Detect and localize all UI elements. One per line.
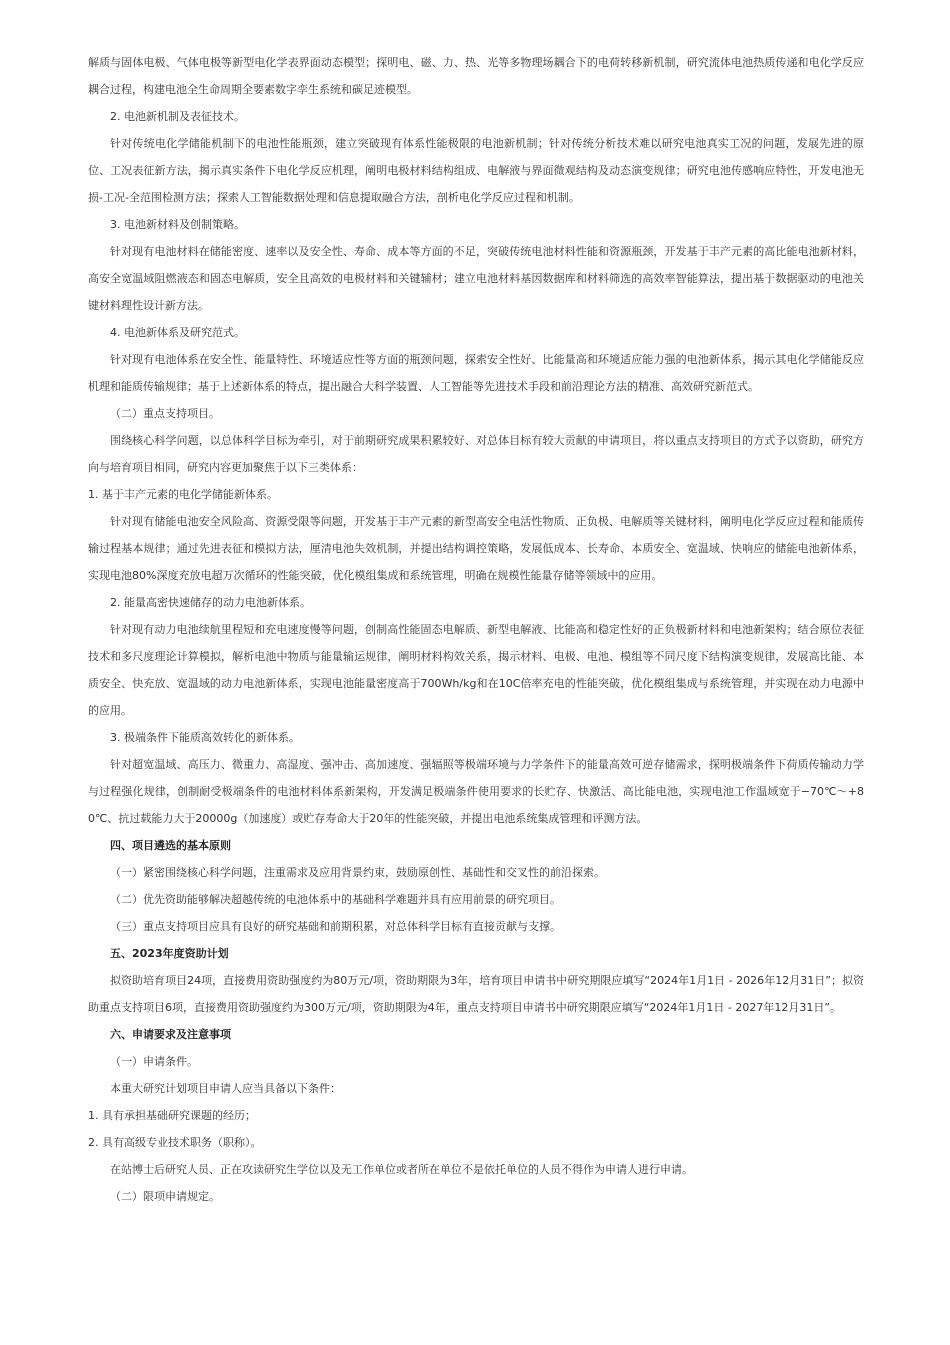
paragraph-22: （一）申请条件。: [110, 1055, 198, 1068]
paragraph-18: （三）重点支持项目应具有良好的研究基础和前期积累，对总体科学目标有直接贡献与支撑。: [110, 920, 561, 933]
section-heading-5: 五、2023年度资助计划: [110, 947, 229, 960]
paragraph-10: 针对现有储能电池安全风险高、资源受限等问题，开发基于丰产元素的新型高安全电活性物质、正负极、电解质等关键材料，阐明电化学反应过程和能质传输过程基本规律；通过先进表征和模拟方法，厘清电池失效机制，并提出结构调控策略，发展低成本、长寿命、本质安全、宽温域、快响应的储能电池新体系，实现电池80%深度充放电超万次循环的性能突破，优化模组集成和系统管理，明确在规模性能量存储等领域中的应用。: [88, 515, 864, 582]
paragraph-25: 2. 具有高级专业技术职务（职称）。: [88, 1136, 262, 1149]
paragraph-12: 针对现有动力电池续航里程短和充电速度慢等问题，创制高性能固态电解质、新型电解液、比能高和稳定性好的正负极新材料和电池新架构；结合原位表征技术和多尺度理论计算模拟，解析电池中物质与能量输运规律，阐明材料构效关系，揭示材料、电极、电池、模组等不同尺度下结构演变规律，发展高比能、本质安全、快充放、宽温域的动力电池新体系，实现电池能量密度高于700Wh/kg和在10C倍率充电的性能突破，优化模组集成与系统管理，并实现在动力电源中的应用。: [88, 623, 864, 717]
paragraph-24: 1. 具有承担基础研究课题的经历；: [88, 1109, 256, 1122]
paragraph-14: 针对超宽温域、高压力、微重力、高湿度、强冲击、高加速度、强辐照等极端环境与力学条件下的能量高效可逆存储需求，探明极端条件下荷质传输动力学与过程强化规律，创制耐受极端条件的电池材料体系新架构，开发满足极端条件使用要求的长贮存、快激活、高比能电池，实现电池工作温域宽于−70℃～+80℃、抗过载能力大于20000g（加速度）或贮存寿命大于20年的性能突破，并提出电池系统集成管理和评测方法。: [88, 758, 864, 825]
paragraph-5: 4. 电池新体系及研究范式。: [110, 326, 245, 339]
paragraph-13: 3. 极端条件下能质高效转化的新体系。: [110, 731, 300, 744]
paragraph-20: 拟资助培育项目24项，直接费用资助强度约为80万元/项，资助期限为3年，培育项目申请书中研究期限应填写“2024年1月1日 - 2026年12月31日”；拟资助重点支持项目6项，直接费用资助强度约为300万元/项，资助期限为4年，重点支持项目申请书中研究期限应填写“2024年1月1日 - 2027年12月31日”。: [88, 974, 864, 1014]
paragraph-23: 本重大研究计划项目申请人应当具备以下条件：: [110, 1082, 341, 1095]
paragraph-6: 针对现有电池体系在安全性、能量特性、环境适应性等方面的瓶颈问题，探索安全性好、比能量高和环境适应能力强的电池新体系，揭示其电化学储能反应机理和能质传输规律；基于上述新体系的特点，提出融合大科学装置、人工智能等先进技术手段和前沿理论方法的精准、高效研究新范式。: [88, 353, 864, 393]
paragraph-7: （二）重点支持项目。: [110, 407, 220, 420]
paragraph-8: 围绕核心科学问题，以总体科学目标为牵引，对于前期研究成果积累较好、对总体目标有较大贡献的申请项目，将以重点支持项目的方式予以资助，研究方向与培育项目相同，研究内容更加聚焦于以下三类体系：: [88, 434, 864, 474]
paragraph-9: 1. 基于丰产元素的电化学储能新体系。: [88, 488, 278, 501]
paragraph-17: （二）优先资助能够解决超越传统的电池体系中的基础科学难题并具有应用前景的研究项目。: [110, 893, 561, 906]
section-heading-4: 四、项目遴选的基本原则: [110, 839, 231, 852]
paragraph-11: 2. 能量高密快速储存的动力电池新体系。: [110, 596, 311, 609]
paragraph-0: 解质与固体电极、气体电极等新型电化学表界面动态模型；探明电、磁、力、热、光等多物理场耦合下的电荷转移新机制，研究流体电池热质传递和电化学反应耦合过程，构建电池全生命周期全要素数字孪生系统和碳足迹模型。: [88, 56, 864, 96]
paragraph-2: 针对传统电化学储能机制下的电池性能瓶颈，建立突破现有体系性能极限的电池新机制；针对传统分析技术难以研究电池真实工况的问题，发展先进的原位、工况表征新方法，揭示真实条件下电化学反应机理，阐明电极材料结构组成、电解液与界面微观结构及动态演变规律；研究电池传感响应特性，开发电池无损-工况-全范围检测方法；探索人工智能数据处理和信息提取融合方法，剖析电化学反应过程和机制。: [88, 137, 864, 204]
section-heading-6: 六、申请要求及注意事项: [110, 1028, 231, 1041]
paragraph-4: 针对现有电池材料在储能密度、速率以及安全性、寿命、成本等方面的不足，突破传统电池材料性能和资源瓶颈，开发基于丰产元素的高比能电池新材料，高安全宽温域阻燃液态和固态电解质，安全且高效的电极材料和关键辅材；建立电池材料基因数据库和材料筛选的高效率智能算法，提出基于数据驱动的电池关键材料理性设计新方法。: [88, 245, 864, 312]
paragraph-27: （二）限项申请规定。: [110, 1190, 220, 1203]
paragraph-1: 2. 电池新机制及表征技术。: [110, 110, 245, 123]
paragraph-3: 3. 电池新材料及创制策略。: [110, 218, 245, 231]
paragraph-16: （一）紧密围绕核心科学问题，注重需求及应用背景约束，鼓励原创性、基础性和交叉性的前沿探索。: [110, 866, 605, 879]
paragraph-26: 在站博士后研究人员、正在攻读研究生学位以及无工作单位或者所在单位不是依托单位的人员不得作为申请人进行申请。: [110, 1163, 693, 1176]
